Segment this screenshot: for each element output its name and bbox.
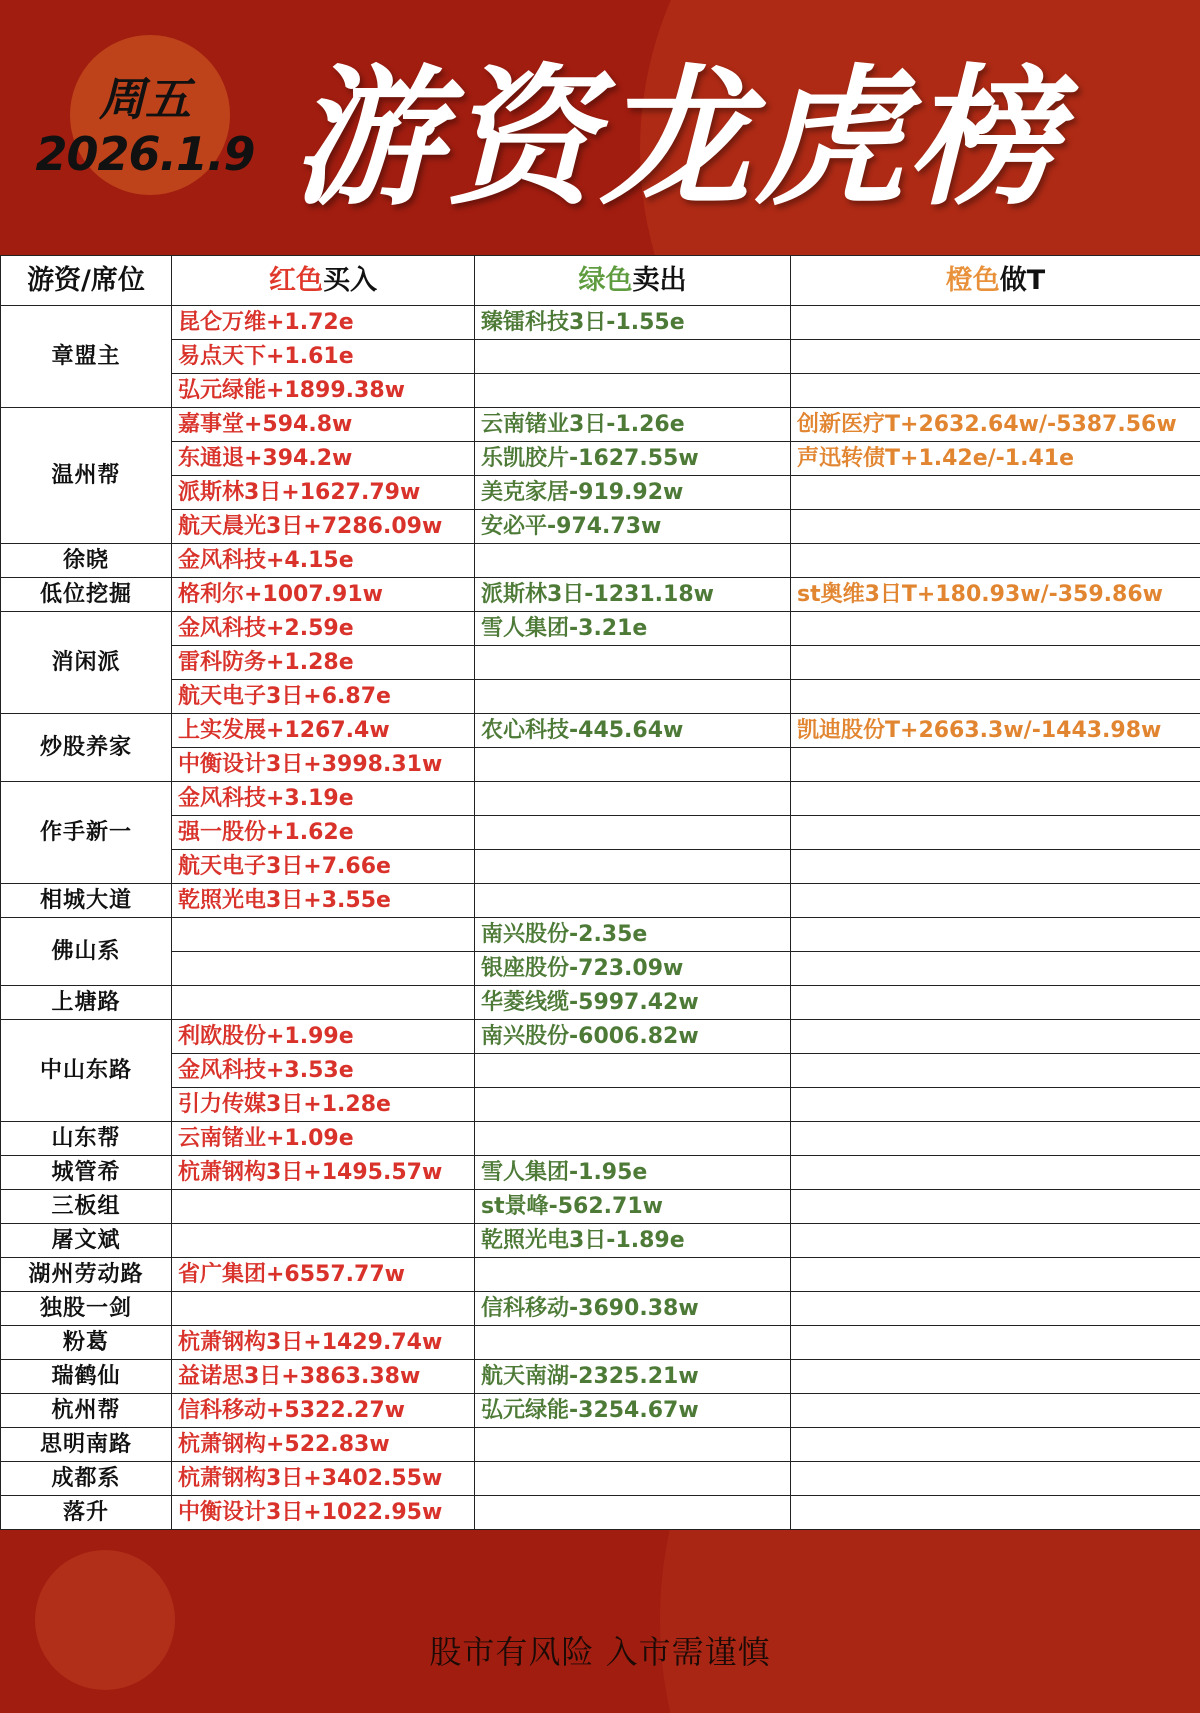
t-trade-cell [791, 1190, 1200, 1224]
trader-name: 上塘路 [1, 986, 172, 1020]
date-block [30, 72, 260, 182]
sell-cell [475, 374, 791, 408]
trader-name: 湖州劳动路 [1, 1258, 172, 1292]
t-trade-cell [791, 884, 1200, 918]
sell-cell: 农心科技-445.64w [475, 714, 791, 748]
sell-cell: 美克家居-919.92w [475, 476, 791, 510]
t-trade-cell [791, 1054, 1200, 1088]
sell-cell [475, 1054, 791, 1088]
buy-cell: 强一股份+1.62e [172, 816, 475, 850]
table-row [1, 850, 1200, 884]
buy-cell: 中衡设计3日+3998.31w [172, 748, 475, 782]
sell-cell [475, 680, 791, 714]
trader-name: 独股一剑 [1, 1292, 172, 1326]
sell-cell: 派斯林3日-1231.18w [475, 578, 791, 612]
column-header-t-color: 橙色 [945, 265, 1000, 296]
buy-cell: 省广集团+6557.77w [172, 1258, 475, 1292]
trader-name: 温州帮 [1, 408, 172, 544]
risk-disclaimer: 股市有风险 入市需谨慎 [429, 1633, 771, 1671]
sell-cell: 华菱线缆-5997.42w [475, 986, 791, 1020]
trader-name: 三板组 [1, 1190, 172, 1224]
sell-cell: 安必平-974.73w [475, 510, 791, 544]
column-header-name: 游资/席位 [1, 256, 172, 306]
t-trade-cell [791, 1496, 1200, 1530]
sell-cell [475, 544, 791, 578]
table-row [1, 680, 1200, 714]
buy-cell: 金风科技+2.59e [172, 612, 475, 646]
trader-name: 成都系 [1, 1462, 172, 1496]
table-row [1, 1326, 1200, 1360]
sell-cell [475, 884, 791, 918]
sell-cell: st景峰-562.71w [475, 1190, 791, 1224]
table-row [1, 748, 1200, 782]
table-body [1, 306, 1200, 1530]
buy-cell: 航天电子3日+7.66e [172, 850, 475, 884]
buy-cell: 引力传媒3日+1.28e [172, 1088, 475, 1122]
sell-cell [475, 1428, 791, 1462]
sell-cell: 信科移动-3690.38w [475, 1292, 791, 1326]
column-header-buy-color: 红色 [269, 265, 323, 296]
table-row [1, 1360, 1200, 1394]
sell-cell [475, 1122, 791, 1156]
t-trade-cell: st奥维3日T+180.93w/-359.86w [791, 578, 1200, 612]
table-row [1, 1292, 1200, 1326]
t-trade-cell [791, 340, 1200, 374]
buy-cell: 信科移动+5322.27w [172, 1394, 475, 1428]
column-header-t-action: 做T [999, 265, 1046, 296]
buy-cell: 格利尔+1007.91w [172, 578, 475, 612]
trader-name: 炒股养家 [1, 714, 172, 782]
t-trade-cell [791, 680, 1200, 714]
buy-cell [172, 1190, 475, 1224]
t-trade-cell [791, 612, 1200, 646]
table-row [1, 1190, 1200, 1224]
table-row [1, 714, 1200, 748]
t-trade-cell [791, 476, 1200, 510]
column-header-sell-action: 卖出 [632, 265, 687, 296]
sell-cell: 臻镭科技3日-1.55e [475, 306, 791, 340]
sell-cell [475, 816, 791, 850]
sell-cell: 乐凯胶片-1627.55w [475, 442, 791, 476]
table-row [1, 986, 1200, 1020]
buy-cell [172, 1292, 475, 1326]
trader-name: 城管希 [1, 1156, 172, 1190]
t-trade-cell [791, 782, 1200, 816]
table-row [1, 612, 1200, 646]
table-row [1, 1224, 1200, 1258]
sell-cell: 航天南湖-2325.21w [475, 1360, 791, 1394]
table-row [1, 340, 1200, 374]
trader-name: 瑞鹤仙 [1, 1360, 172, 1394]
t-trade-cell [791, 510, 1200, 544]
buy-cell: 雷科防务+1.28e [172, 646, 475, 680]
trader-name: 消闲派 [1, 612, 172, 714]
table-row [1, 884, 1200, 918]
table-header-row [1, 256, 1200, 306]
sell-cell [475, 1462, 791, 1496]
sell-cell [475, 782, 791, 816]
t-trade-cell: 创新医疗T+2632.64w/-5387.56w [791, 408, 1200, 442]
t-trade-cell [791, 1122, 1200, 1156]
buy-cell [172, 952, 475, 986]
table-row [1, 1462, 1200, 1496]
table-row [1, 306, 1200, 340]
table-row [1, 1394, 1200, 1428]
t-trade-cell [791, 1020, 1200, 1054]
trader-name: 山东帮 [1, 1122, 172, 1156]
sell-cell: 乾照光电3日-1.89e [475, 1224, 791, 1258]
t-trade-cell [791, 1292, 1200, 1326]
sell-cell [475, 1258, 791, 1292]
buy-cell: 杭萧钢构3日+1429.74w [172, 1326, 475, 1360]
buy-cell: 益诺思3日+3863.38w [172, 1360, 475, 1394]
date-label: 2026.1.9 [35, 127, 255, 181]
sell-cell [475, 1088, 791, 1122]
weekday-label: 周五 [99, 72, 191, 126]
trader-name: 中山东路 [1, 1020, 172, 1122]
t-trade-cell [791, 374, 1200, 408]
trader-name: 低位挖掘 [1, 578, 172, 612]
t-trade-cell [791, 1224, 1200, 1258]
buy-cell: 杭萧钢构3日+1495.57w [172, 1156, 475, 1190]
sell-cell: 南兴股份-6006.82w [475, 1020, 791, 1054]
page-title: 游资龙虎榜 [292, 50, 1063, 226]
t-trade-cell [791, 646, 1200, 680]
buy-cell: 嘉事堂+594.8w [172, 408, 475, 442]
dragon-tiger-table [0, 255, 1200, 1530]
buy-cell: 上实发展+1267.4w [172, 714, 475, 748]
trader-name: 杭州帮 [1, 1394, 172, 1428]
t-trade-cell [791, 1156, 1200, 1190]
buy-cell: 乾照光电3日+3.55e [172, 884, 475, 918]
t-trade-cell [791, 1428, 1200, 1462]
sell-cell: 银座股份-723.09w [475, 952, 791, 986]
t-trade-cell [791, 306, 1200, 340]
table-row [1, 1428, 1200, 1462]
trader-name: 思明南路 [1, 1428, 172, 1462]
buy-cell: 东通退+394.2w [172, 442, 475, 476]
t-trade-cell [791, 1394, 1200, 1428]
sell-cell [475, 340, 791, 374]
buy-cell [172, 1224, 475, 1258]
buy-cell: 航天电子3日+6.87e [172, 680, 475, 714]
buy-cell [172, 918, 475, 952]
t-trade-cell [791, 1462, 1200, 1496]
t-trade-cell [791, 816, 1200, 850]
trader-name: 粉葛 [1, 1326, 172, 1360]
sell-cell [475, 850, 791, 884]
column-header-buy [172, 256, 475, 306]
trader-name: 作手新一 [1, 782, 172, 884]
t-trade-cell [791, 918, 1200, 952]
sell-cell [475, 646, 791, 680]
table-row [1, 782, 1200, 816]
buy-cell: 昆仑万维+1.72e [172, 306, 475, 340]
trader-name: 徐晓 [1, 544, 172, 578]
table-row [1, 1054, 1200, 1088]
buy-cell: 杭萧钢构+522.83w [172, 1428, 475, 1462]
table-row [1, 510, 1200, 544]
table-row [1, 442, 1200, 476]
trader-name: 相城大道 [1, 884, 172, 918]
buy-cell: 云南锗业+1.09e [172, 1122, 475, 1156]
table-row [1, 476, 1200, 510]
buy-cell: 金风科技+3.19e [172, 782, 475, 816]
table-row [1, 544, 1200, 578]
table-row [1, 1122, 1200, 1156]
t-trade-cell [791, 850, 1200, 884]
sell-cell [475, 1326, 791, 1360]
trader-name: 落升 [1, 1496, 172, 1530]
table-row [1, 1496, 1200, 1530]
buy-cell: 弘元绿能+1899.38w [172, 374, 475, 408]
table-row [1, 952, 1200, 986]
trader-name: 屠文斌 [1, 1224, 172, 1258]
table-row [1, 646, 1200, 680]
t-trade-cell: 凯迪股份T+2663.3w/-1443.98w [791, 714, 1200, 748]
t-trade-cell [791, 544, 1200, 578]
buy-cell [172, 986, 475, 1020]
table-row [1, 1258, 1200, 1292]
buy-cell: 派斯林3日+1627.79w [172, 476, 475, 510]
sell-cell: 弘元绿能-3254.67w [475, 1394, 791, 1428]
sell-cell: 雪人集团-3.21e [475, 612, 791, 646]
buy-cell: 杭萧钢构3日+3402.55w [172, 1462, 475, 1496]
buy-cell: 易点天下+1.61e [172, 340, 475, 374]
sell-cell [475, 1496, 791, 1530]
sell-cell: 云南锗业3日-1.26e [475, 408, 791, 442]
table-row [1, 1156, 1200, 1190]
t-trade-cell [791, 748, 1200, 782]
sell-cell [475, 748, 791, 782]
buy-cell: 中衡设计3日+1022.95w [172, 1496, 475, 1530]
trader-name: 章盟主 [1, 306, 172, 408]
buy-cell: 金风科技+4.15e [172, 544, 475, 578]
sell-cell: 雪人集团-1.95e [475, 1156, 791, 1190]
buy-cell: 金风科技+3.53e [172, 1054, 475, 1088]
t-trade-cell [791, 986, 1200, 1020]
buy-cell: 利欧股份+1.99e [172, 1020, 475, 1054]
column-header-buy-action: 买入 [323, 265, 377, 296]
sell-cell: 南兴股份-2.35e [475, 918, 791, 952]
buy-cell: 航天晨光3日+7286.09w [172, 510, 475, 544]
column-header-sell-color: 绿色 [578, 265, 633, 296]
table-row [1, 816, 1200, 850]
table-row [1, 374, 1200, 408]
t-trade-cell: 声迅转债T+1.42e/-1.41e [791, 442, 1200, 476]
table-row [1, 1088, 1200, 1122]
column-header-sell [475, 256, 791, 306]
column-header-t [791, 256, 1200, 306]
t-trade-cell [791, 1360, 1200, 1394]
trader-name: 佛山系 [1, 918, 172, 986]
table-row [1, 1020, 1200, 1054]
t-trade-cell [791, 1088, 1200, 1122]
table-row [1, 578, 1200, 612]
table-row [1, 918, 1200, 952]
table-row [1, 408, 1200, 442]
t-trade-cell [791, 1258, 1200, 1292]
t-trade-cell [791, 1326, 1200, 1360]
t-trade-cell [791, 952, 1200, 986]
